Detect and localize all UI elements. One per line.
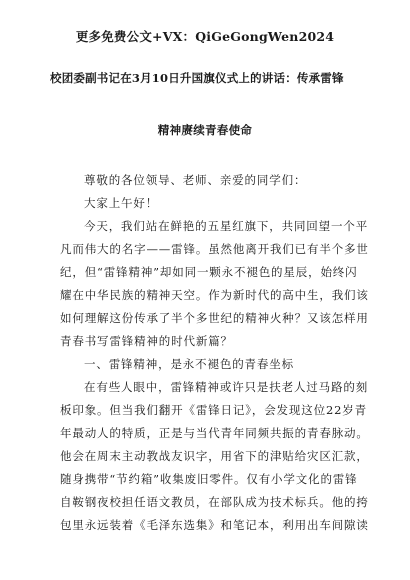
body-line: 他会在周末主动教战友识字，用省下的津贴给灾区汇款，	[60, 449, 369, 463]
body-line: 随身携带“节约箱”收集废旧零件。仅有小学文化的雷锋	[60, 472, 358, 486]
body-line: 今天，我们站在鲜艳的五星红旗下，共同回望一个平	[84, 219, 369, 233]
body-line: 凡而伟大的名字——雷锋。虽然他离开我们已有半个多世	[60, 242, 369, 256]
section-heading: 一、雷锋精神，是永不褪色的青春坐标	[84, 357, 294, 371]
body-line: 如何理解这份传承了半个多世纪的精神火种？又该怎样用	[60, 311, 369, 325]
document-title-line-2: 精神赓续青春使命	[157, 123, 253, 137]
salutation: 尊敬的各位领导、老师、亲爱的同学们：	[84, 173, 307, 187]
body-line: 耀在中华民族的精神天空。作为新时代的高中生，我们该	[60, 288, 369, 302]
body-line: 纪，但“雷锋精神”却如同一颗永不褪色的星辰，始终闪	[60, 265, 358, 279]
body-line: 包里永远装着《毛泽东选集》和笔记本，利用出车间隙读	[60, 518, 369, 532]
document-title-line-1: 校团委副书记在3月10日升国旗仪式上的讲话：传承雷锋	[50, 71, 344, 85]
body-line: 板印象。但当我们翻开《雷锋日记》，会发现这位22岁青	[60, 403, 367, 417]
body-line: 在有些人眼中，雷锋精神或许只是扶老人过马路的刻	[84, 380, 369, 394]
promo-header: 更多免费公文+VX：QiGeGongWen2024	[75, 29, 335, 44]
body-line: 年最动人的特质，正是与当代青年同频共振的青春脉动。	[60, 426, 369, 440]
greeting: 大家上午好！	[84, 196, 159, 210]
body-line: 自鞍钢夜校担任语文教员，在部队成为技术标兵。他的挎	[60, 495, 369, 509]
body-line: 青春书写雷锋精神的时代新篇？	[60, 334, 233, 348]
